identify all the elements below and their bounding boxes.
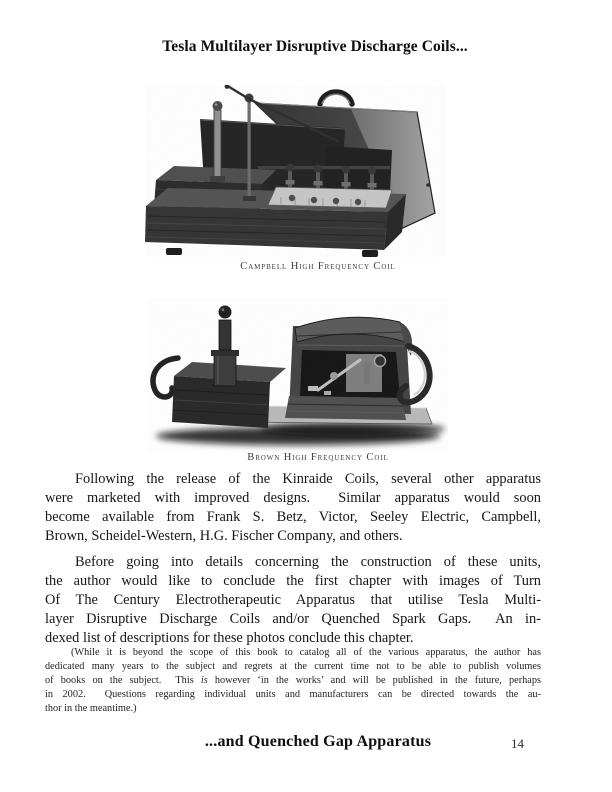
note-line-4: in 2002. Questions regarding individual units and manufacturers can be directed towards the au- (45, 689, 541, 701)
p2-line-5: dexed list of descriptions for these photos conclude this chapter. (45, 630, 414, 646)
p2-line-4: layer Disruptive Discharge Coils and/or Quenched Spark Gaps. An in- (45, 611, 541, 627)
brown-coil-photo (148, 298, 448, 452)
note-line-5: thor in the meantime.) (45, 703, 137, 715)
p2-line-3: Of The Century Electrotherapeutic Apparatus that utilise Tesla Multi- (45, 592, 541, 608)
figure-caption-campbell: Campbell High Frequency Coil (240, 261, 396, 272)
note-line-3 (45, 674, 541, 688)
footer-title: ...and Quenched Gap Apparatus (204, 733, 432, 750)
note-line-3-start: of books on the subject. This (45, 675, 201, 687)
note-line-1: (While it is beyond the scope of this book to catalog all of the various apparatus, the author has (71, 647, 541, 658)
page-number: 14 (511, 736, 524, 751)
body-paragraph-1 (45, 470, 541, 546)
italic-word: is (200, 675, 208, 687)
figure-campbell (145, 85, 445, 257)
note-line-2: dedicated many years to the subject and regrets at the current time not to be able to publish volumes (45, 661, 541, 673)
figure-brown (148, 298, 448, 452)
p1-line-4: Brown, Scheidel-Western, H.G. Fischer Company, and others. (45, 528, 403, 544)
author-note (45, 646, 541, 716)
p1-line-1: Following the release of the Kinraide Coils, several other apparatus (75, 471, 541, 487)
body-paragraph-2 (45, 553, 541, 648)
p2-line-2: the author would like to conclude the first chapter with images of Turn (45, 573, 541, 589)
campbell-coil-photo (145, 85, 445, 257)
p1-line-3: become available from Frank S. Betz, Victor, Seeley Electric, Campbell, (45, 509, 541, 525)
page-title: Tesla Multilayer Disruptive Discharge Coils... (162, 38, 468, 55)
note-line-3-end: however ‘in the works’ and will be published in the future, perhaps (207, 675, 542, 687)
p1-line-2: were marketed with improved designs. Similar apparatus would soon (45, 490, 541, 506)
figure-caption-brown: Brown High Frequency Coil (247, 452, 389, 463)
p2-line-1: Before going into details concerning the construction of these units, (75, 554, 541, 570)
